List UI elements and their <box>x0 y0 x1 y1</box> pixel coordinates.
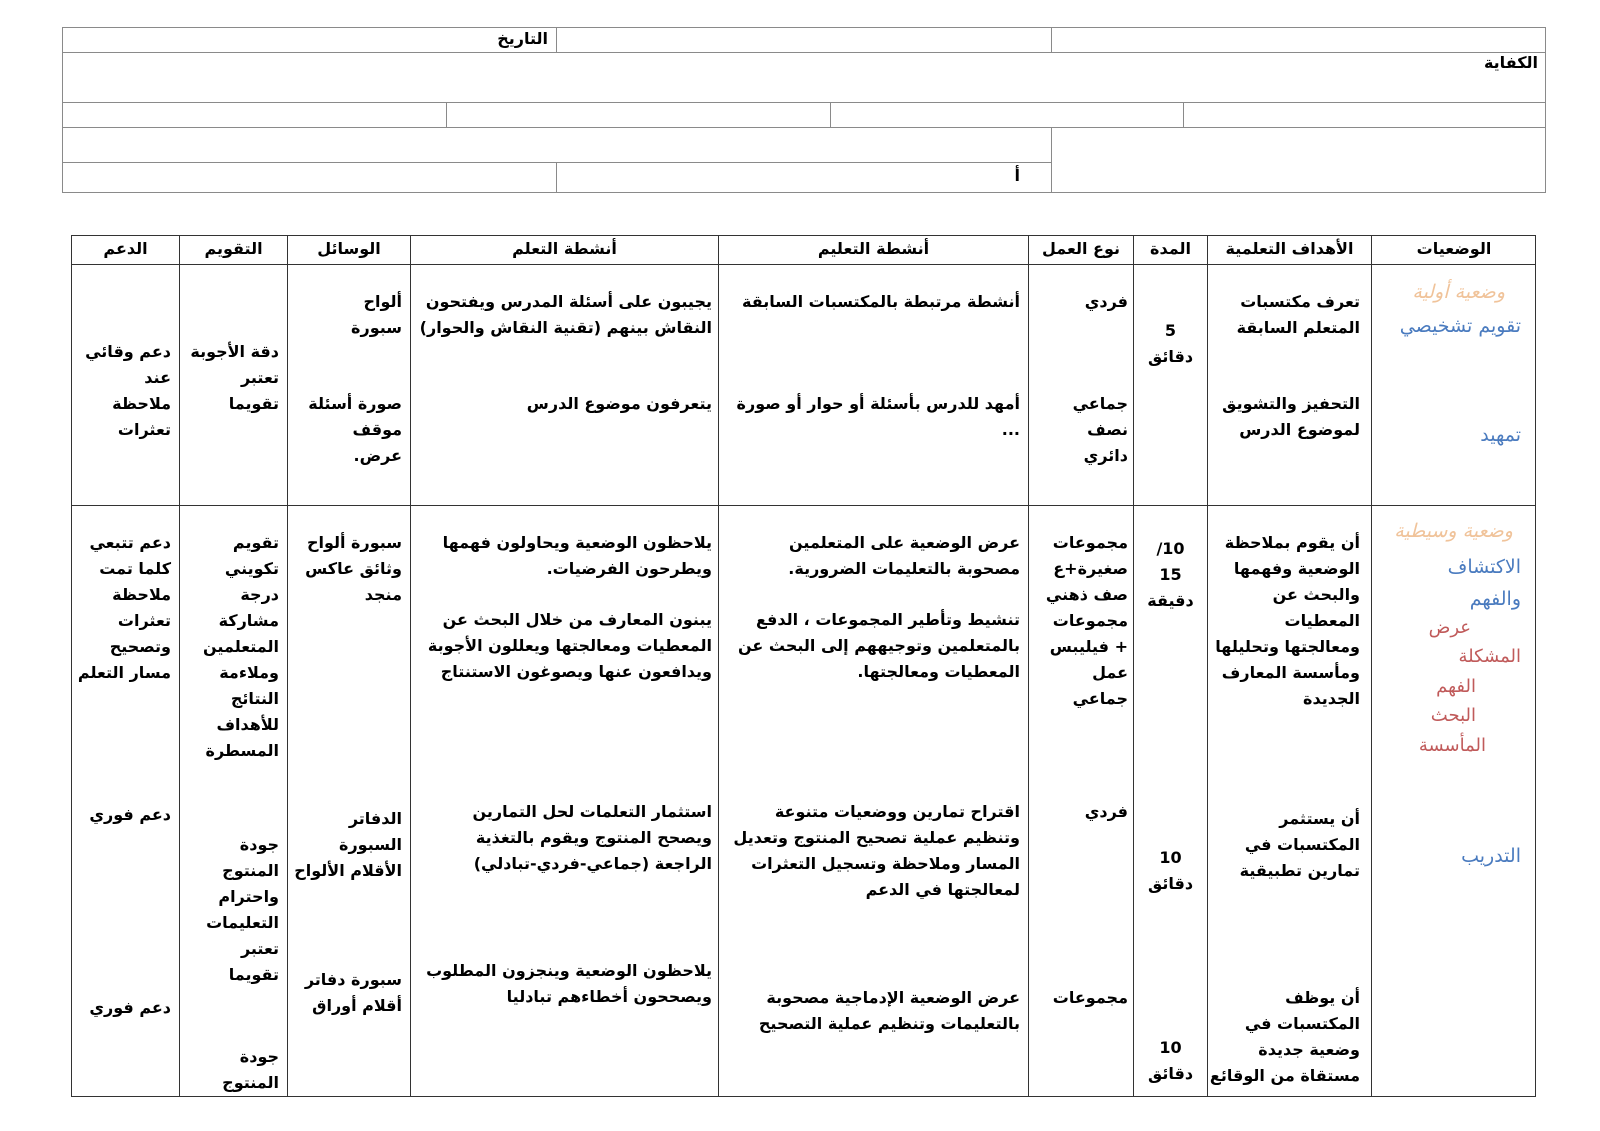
stage2-phase-discovery: الاكتشاف والفهم <box>1447 556 1521 610</box>
stage2-teaching-2: تنشيط وتأطير المجموعات ، الدفع بالمتعلمين وتوجيههم إلى البحث عن المعطيات ومعالجتها. <box>738 610 1020 681</box>
stage2-situation-title: وضعية وسيطية <box>1394 520 1513 542</box>
stage2-institution: المأسسة <box>1418 735 1486 756</box>
col-header-work-type: نوع العمل <box>1041 239 1121 258</box>
stage2-evaluation-2: جودة المنتوج واحترام التعليمات تعتبر تقويما <box>206 835 279 984</box>
stage2-teaching-4: عرض الوضعية الإدماجية مصحوبة بالتعليمات وتنظيم عملية التصحيح <box>758 988 1020 1033</box>
stage2-objective-3: أن يوظف المكتسبات في وضعية جديدة مستقاة من الوقائع <box>1209 988 1360 1085</box>
small-mark: أ <box>1014 166 1020 185</box>
stage1-means-2: صورة أسئلة موقف عرض. <box>308 394 402 465</box>
stage2-evaluation-1: تقويم تكويني درجة مشاركة المتعلمين وملاءمة النتائج للأهداف المسطرة <box>203 533 279 760</box>
col-header-means: الوسائل <box>317 239 381 258</box>
stage2-objective-2: أن يستثمر المكتسبات في تمارين تطبيقية <box>1239 809 1360 880</box>
col-header-objectives: الأهداف التعلمية <box>1225 239 1354 258</box>
stage1-objective-1: تعرف مكتسبات المتعلم السابقة <box>1236 292 1360 337</box>
stage2-learning-1: يلاحظون الوضعية ويحاولون فهمها ويطرحون الفرضيات. <box>442 533 712 578</box>
competency-label: الكفاية <box>1483 53 1538 72</box>
stage1-means-1: ألواح سبورة <box>351 292 402 337</box>
stage1-duration: 5 دقائق <box>1147 321 1194 366</box>
stage2-duration-2: 10 دقائق <box>1147 848 1194 893</box>
stage2-means-3: سبورة دفاتر أقلام أوراق <box>304 970 402 1015</box>
col-header-learning: أنشطة التعلم <box>512 239 617 258</box>
stage2-work-3: مجموعات <box>1052 988 1128 1007</box>
col-header-situations: الوضعيات <box>1416 239 1492 258</box>
stage1-work-2: جماعي نصف دائري <box>1072 394 1128 465</box>
stage1-intro: تمهيد <box>1480 424 1521 446</box>
stage2-work-1: مجموعات صغيرة+ع صف ذهني مجموعات + فيليبس عمل جماعي <box>1045 533 1128 708</box>
stage2-learning-2: يبنون المعارف من خلال البحث عن المعطيات ومعالجتها ويعللون الأجوبة ويدافعون عنها ويصوغون الاستنتاج <box>427 610 712 681</box>
col-header-evaluation: التقويم <box>204 239 263 258</box>
stage2-research: البحث <box>1430 705 1476 726</box>
stage2-training: التدريب <box>1461 845 1521 867</box>
stage2-evaluation-3: جودة المنتوج <box>222 1047 279 1092</box>
stage1-teaching-2: أمهد للدرس بأسئلة أو حوار أو صورة ... <box>736 394 1020 439</box>
stage1-situation-title: وضعية أولية <box>1412 281 1505 303</box>
stage1-support: دعم وقائي عند ملاحظة تعثرات <box>85 342 171 439</box>
stage1-learning-1: يجيبون على أسئلة المدرس ويفتحون النقاش بينهم (تقنية النقاش والحوار) <box>419 292 712 337</box>
stage2-teaching-1: عرض الوضعية على المتعلمين مصحوبة بالتعليمات الضرورية. <box>788 533 1020 578</box>
stage2-teaching-3: اقتراح تمارين ووضعيات متنوعة وتنظيم عملية تصحيح المنتوج وتعديل المسار وملاحظة وتسجيل التعثرات لمعالجتها في الدعم <box>733 802 1020 899</box>
date-label: التاريخ <box>497 29 548 48</box>
stage2-support-1: دعم تتبعي كلما تمت ملاحظة تعثرات وتصحيح مسار التعلم <box>77 533 171 682</box>
col-header-support: الدعم <box>103 239 148 258</box>
stage2-learning-3: استثمار التعلمات لحل التمارين ويصحح المنتوج ويقوم بالتغذية الراجعة (جماعي-فردي-تبادلي) <box>472 802 712 873</box>
stage2-duration-1: 10/ 15 دقيقة <box>1147 539 1194 610</box>
col-header-teaching: أنشطة التعليم <box>817 239 930 258</box>
stage2-means-1: سبورة ألواح وثائق عاكس منجد <box>305 533 402 604</box>
stage2-understanding: الفهم <box>1436 676 1476 697</box>
stage2-support-3: دعم فوري <box>89 998 171 1017</box>
stage1-teaching-1: أنشطة مرتبطة بالمكتسبات السابقة <box>742 292 1020 311</box>
stage2-work-2: فردي <box>1084 802 1128 821</box>
col-header-duration: المدة <box>1150 239 1191 258</box>
stage1-objective-2: التحفيز والتشويق لموضوع الدرس <box>1222 394 1360 439</box>
stage2-duration-3: 10 دقائق <box>1147 1038 1194 1083</box>
stage2-means-2: الدفاتر السبورة الأقلام الألواح <box>294 809 402 880</box>
stage1-work-1: فردي <box>1084 292 1128 311</box>
stage1-evaluation: دقة الأجوبة تعتبر تقويما <box>190 342 279 413</box>
stage2-support-2: دعم فوري <box>89 805 171 824</box>
stage2-problem: عرض المشكلة <box>1428 617 1521 667</box>
stage2-objective-1: أن يقوم بملاحظة الوضعية وفهمها والبحث عن المعطيات ومعالجتها وتحليلها ومأسسة المعارف الجديدة <box>1215 533 1360 708</box>
stage1-diagnostic: تقويم تشخيصي <box>1399 315 1521 337</box>
stage1-learning-2: يتعرفون موضوع الدرس <box>526 394 712 413</box>
stage2-learning-4: يلاحظون الوضعية وينجزون المطلوب ويصححون أخطاءهم تبادليا <box>426 961 712 1006</box>
